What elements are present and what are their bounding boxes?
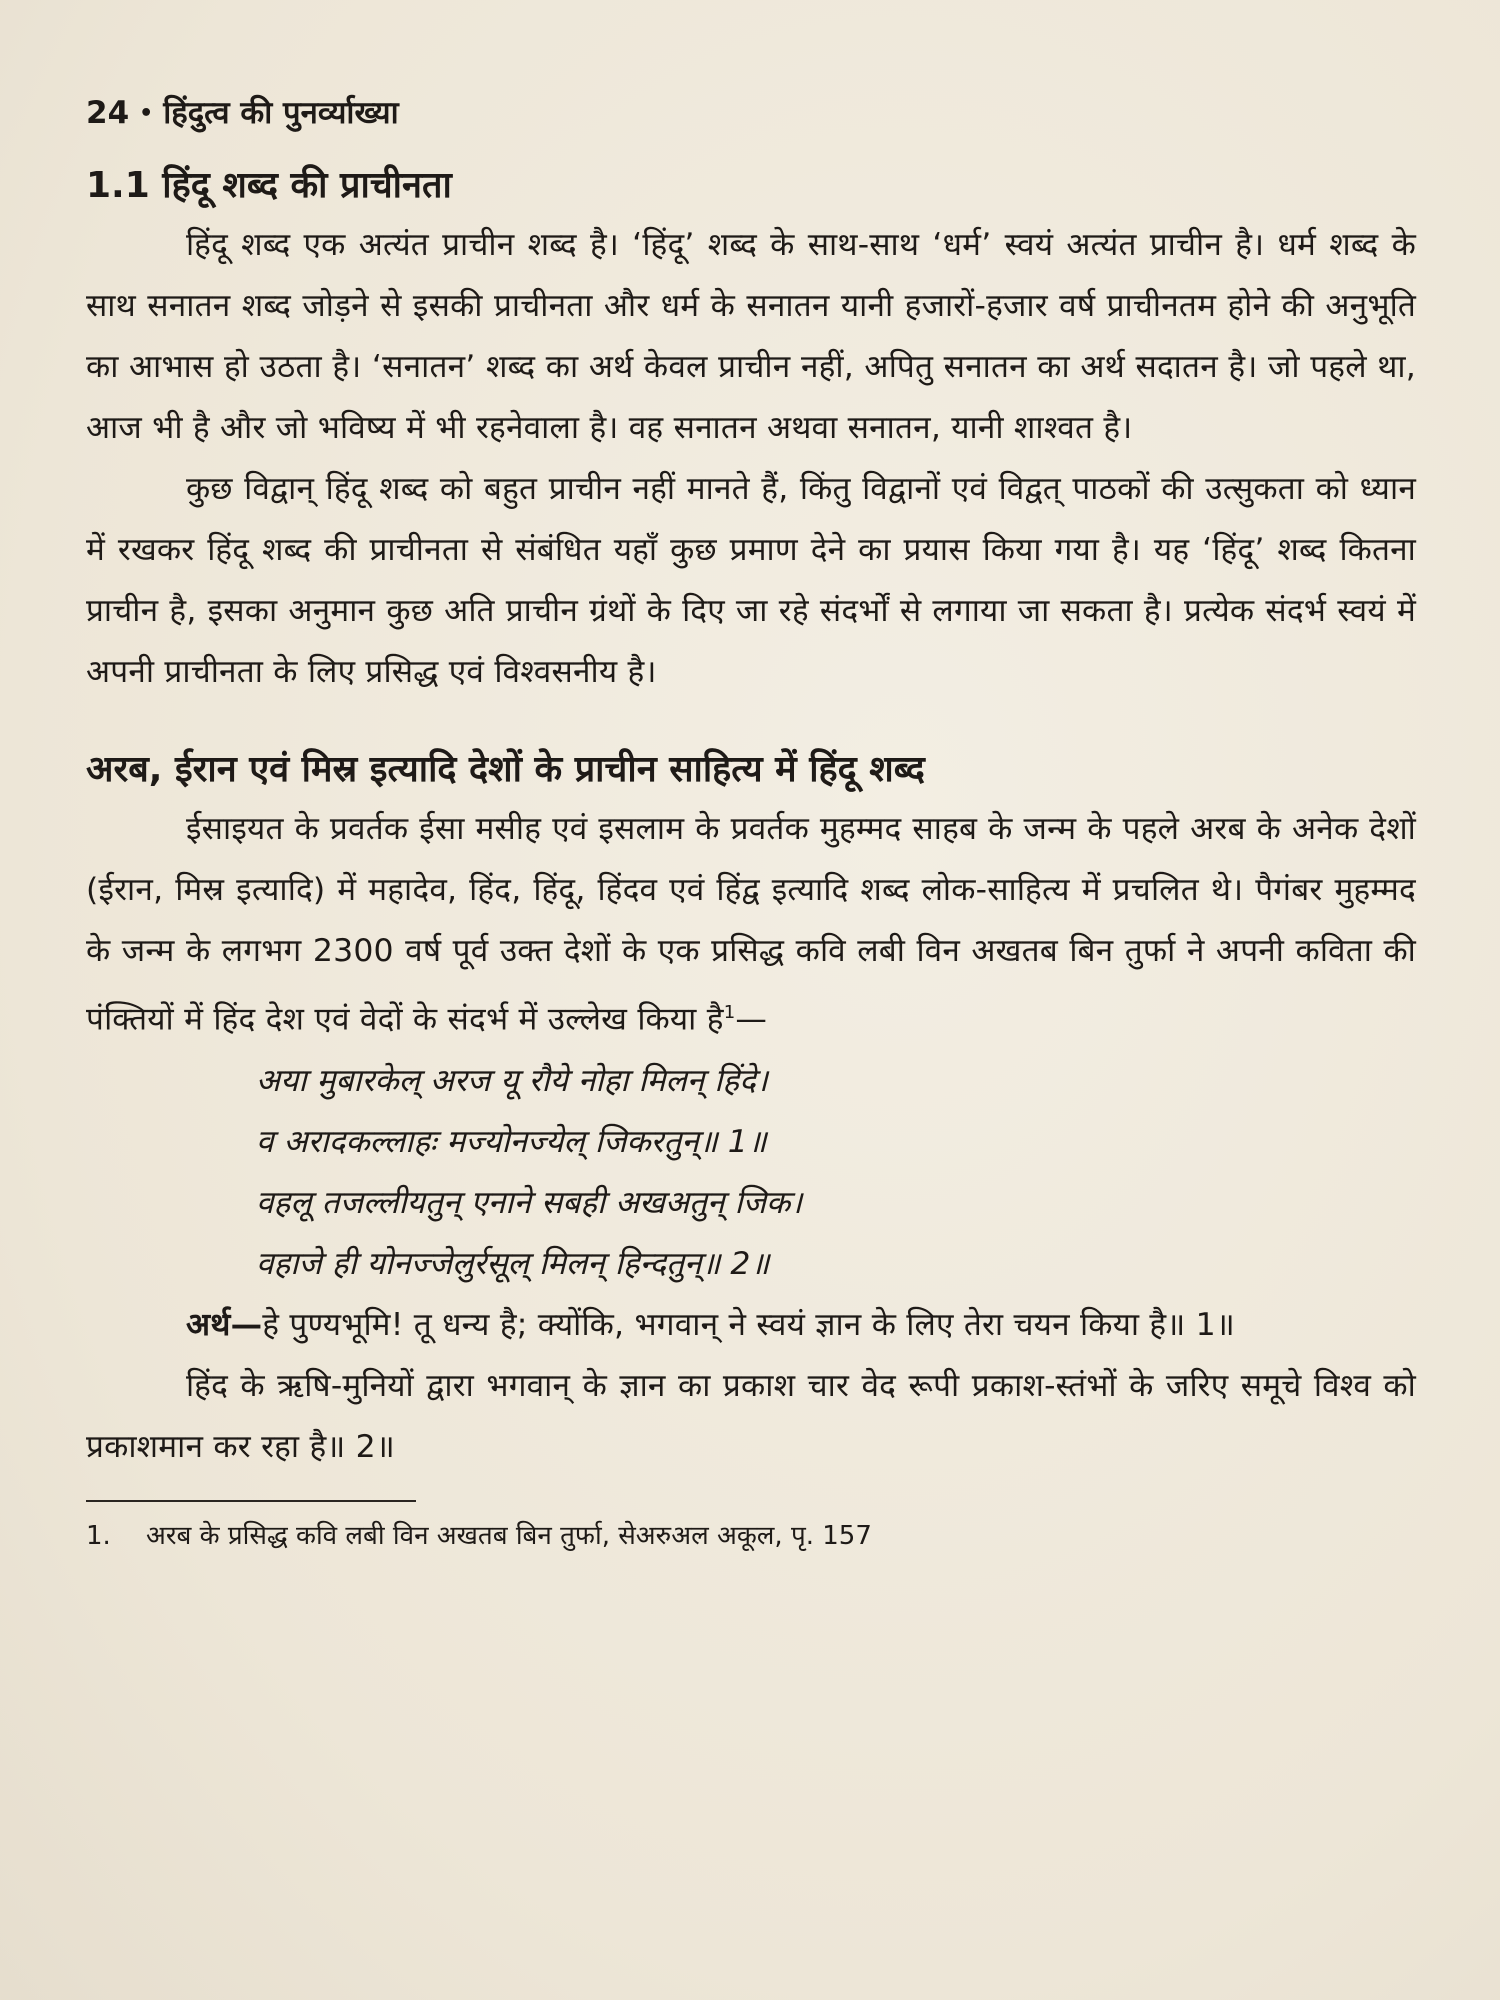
section-heading-antiquity: 1.1 हिंदू शब्द की प्राचीनता: [86, 165, 452, 206]
meaning-text: हे पुण्यभूमि! तू धन्य है; क्योंकि, भगवान् ने स्वयं ज्ञान के लिए तेरा चयन किया है॥ 1॥: [262, 1306, 1235, 1343]
verse-line: अया मुबारकेल् अरज यू रौये नोहा मिलन् हिंदे।: [256, 1062, 768, 1099]
footnote-text: अरब के प्रसिद्ध कवि लबी विन अखतब बिन तुर्फा, सेअरुअल अकूल, पृ. 157: [146, 1520, 872, 1551]
section1-paragraph-2: कुछ विद्वान् हिंदू शब्द को बहुत प्राचीन नहीं मानते हैं, किंतु विद्वानों एवं विद्वत् पाठकों की उत्सुकता को ध्यान में रखकर हिंदू शब्द की प्राचीनता से संबंधित यहाँ कुछ प्रमाण देने का प्रयास किया गया है। यह ‘हिंदू’ शब्द कितना प्राचीन है, इसका अनुमान कुछ अति प्राचीन ग्रंथों के दिए जा रहे संदर्भों से लगाया जा सकता है। प्रत्येक संदर्भ स्वयं में अपनी प्राचीनता के लिए प्रसिद्ध एवं विश्वसनीय है।: [86, 471, 1416, 690]
verse-line: व अरादकल्लाहः मज्योनज्येल् जिकरतुन्॥ 1॥: [256, 1123, 767, 1160]
section1-paragraph-1: हिंदू शब्द एक अत्यंत प्राचीन शब्द है। ‘हिंदू’ शब्द के साथ-साथ ‘धर्म’ स्वयं अत्यंत प्राचीन है। धर्म शब्द के साथ सनातन शब्द जोड़ने से इसकी प्राचीनता और धर्म के सनातन यानी हजारों-हजार वर्ष प्राचीनतम होने की अनुभूति का आभास हो उठता है। ‘सनातन’ शब्द का अर्थ केवल प्राचीन नहीं, अपितु सनातन का अर्थ सदातन है। जो पहले था, आज भी है और जो भविष्य में भी रहनेवाला है। वह सनातन अथवा सनातन, यानी शाश्वत है।: [86, 227, 1416, 446]
section-heading-arab-literature: अरब, ईरान एवं मिस्र इत्यादि देशों के प्राचीन साहित्य में हिंदू शब्द: [86, 749, 925, 790]
verse-block: [256, 1051, 1416, 1295]
footnote-number: 1.: [86, 1520, 111, 1551]
book-title: हिंदुत्व की पुनर्व्याख्या: [163, 95, 399, 131]
footnote: [86, 1516, 1416, 1556]
footnote-divider: [86, 1500, 416, 1502]
verse-line: वहलू तजल्लीयतुन् एनाने सबही अखअतुन् जिक।: [256, 1184, 803, 1221]
meaning-label: अर्थ—: [186, 1306, 263, 1343]
dash: —: [735, 1001, 768, 1038]
running-head: [86, 88, 1416, 139]
page-number: 24: [86, 95, 130, 131]
verse-line: वहाजे ही योनज्जेलुर्रसूल् मिलन् हिन्दतुन्॥ 2॥: [256, 1245, 770, 1282]
footnote-reference: 1: [723, 1002, 736, 1023]
meaning-paragraph: [86, 1295, 1416, 1356]
section2-paragraph-3: हिंद के ऋषि-मुनियों द्वारा भगवान् के ज्ञान का प्रकाश चार वेद रूपी प्रकाश-स्तंभों के जरिए समूचे विश्व को प्रकाशमान कर रहा है॥ 2॥: [86, 1367, 1416, 1465]
bullet-separator: •: [139, 101, 154, 126]
section2-paragraph-1-text: ईसाइयत के प्रवर्तक ईसा मसीह एवं इसलाम के प्रवर्तक मुहम्मद साहब के जन्म के पहले अरब के अनेक देशों (ईरान, मिस्र इत्यादि) में महादेव, हिंद, हिंदू, हिंदव एवं हिंद्व इत्यादि शब्द लोक-साहित्य में प्रचलित थे। पैगंबर मुहम्मद के जन्म के लगभग 2300 वर्ष पूर्व उक्त देशों के एक प्रसिद्ध कवि लबी विन अखतब बिन तुर्फा ने अपनी कविता की पंक्तियों में हिंद देश एवं वेदों के संदर्भ में उल्लेख किया है: [86, 811, 1416, 1038]
section2-paragraph-1: [86, 799, 1416, 1051]
